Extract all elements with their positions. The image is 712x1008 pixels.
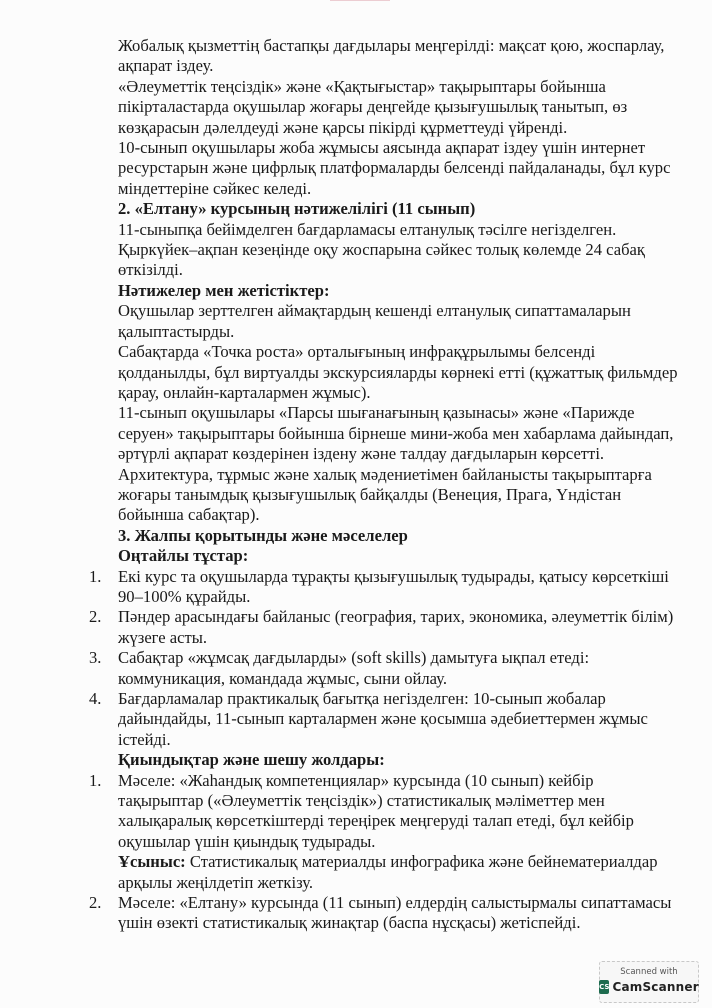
list-item — [89, 770, 678, 893]
proposal-text: Статистикалық материалды инфографика және бейнематериалдар арқылы жеңілдетіп жеткізу. — [118, 852, 658, 892]
list-item — [89, 648, 678, 689]
list-number: 1. — [89, 770, 102, 790]
strengths-list — [89, 566, 678, 751]
list-item-text: Бағдарламалар практикалық бағытқа негізделген: 10-сынып жобалар дайындайды, 11-сынып карталармен және қосымша әдебиеттермен жұмыс істейді. — [118, 689, 648, 749]
document-body — [89, 36, 678, 934]
list-number: 3. — [89, 648, 102, 668]
watermark-brand: CamScanner — [612, 980, 699, 994]
camscanner-logo-icon: CS — [599, 980, 609, 994]
list-number: 4. — [89, 689, 102, 708]
intro-paragraph: 10-сынып оқушылары жоба жұмысы аясында ақпарат іздеу үшін интернет ресурстарын және цифрлық платформаларды белсенді пайдаланады, бұл курс міндеттеріне сәйкес келеді. — [118, 138, 671, 198]
result-paragraph: Сабақтарда «Точка роста» орталығының инфрақұрылымы белсенді қолданылды, бұл виртуалды экскурсияларды көрнекі етті (құжаттық фильмдер қарау, онлайн-карталармен жұмыс). — [118, 342, 678, 402]
result-paragraph: Оқушылар зерттелген аймақтардың кешенді елтанулық сипаттамаларын қалыптастырды. — [118, 301, 631, 341]
list-item-text: Екі курс та оқушыларда тұрақты қызығушылық тудырады, қатысу көрсеткіші 90–100% құрайды. — [118, 566, 669, 606]
strengths-heading: Оңтайлы тұстар: — [118, 546, 249, 566]
section-3-heading: 3. Жалпы қорытынды және мәселелер — [118, 525, 408, 545]
proposal — [118, 852, 678, 893]
list-item-text: Мәселе: «Жаһандық компетенциялар» курсында (10 сынып) кейбір тақырыптар («Әлеуметтік теңсіздік») статистикалық мәліметтер мен халықаралық көрсеткіштерді тереңірек меңгеруді талап етеді, бұл кейбір оқушылар үшін қиындық тудырады. — [118, 770, 634, 851]
stamp-mark — [330, 0, 390, 5]
list-item — [89, 607, 678, 648]
intro-paragraph: «Әлеуметтік теңсіздік» және «Қақтығыстар» тақырыптары бойынша пікірталастарда оқушылар жоғары деңгейде қызығушылық танытып, өз көзқарасын дәлелдеуді және қарсы пікірді құрметтеуді үйренді. — [118, 76, 628, 137]
list-item-text: Сабақтар «жұмсақ дағдыларды» (soft skills) дамытуға ықпал етеді: коммуникация, командада жұмыс, сыни ойлау. — [118, 648, 590, 688]
list-item — [89, 893, 678, 934]
list-item-text: Пәндер арасындағы байланыс (география, тарих, экономика, әлеуметтік білім) жүзеге асты. — [118, 607, 674, 647]
intro-paragraph: Жобалық қызметтің бастапқы дағдылары меңгерілді: мақсат қою, жоспарлау, ақпарат іздеу. — [118, 36, 665, 76]
list-item — [89, 689, 678, 750]
list-item-text: Мәселе: «Елтану» курсында (11 сынып) елдердің салыстырмалы сипаттамасы үшін өзекті статистикалық жинақтар (баспа нұсқасы) жетіспейді. — [118, 893, 672, 933]
section-2-heading: 2. «Елтану» курсының нәтижелілігі (11 сынып) — [118, 199, 476, 219]
list-number: 2. — [89, 607, 102, 627]
camscanner-watermark — [599, 961, 699, 1003]
results-heading: Нәтижелер мен жетістіктер: — [118, 280, 330, 300]
list-number: 1. — [89, 566, 102, 586]
section-2-paragraph: 11-сыныпқа бейімделген бағдарламасы елтанулық тәсілге негізделген. Қыркүйек–ақпан кезеңінде оқу жоспарына сәйкес толық көлемде 24 сабақ өткізілді. — [118, 219, 645, 280]
difficulties-list — [89, 770, 678, 934]
list-item — [89, 566, 678, 608]
list-number: 2. — [89, 893, 102, 913]
watermark-caption: Scanned with — [620, 967, 678, 977]
proposal-label: Ұсыныс: — [118, 852, 186, 872]
difficulties-heading: Қиындықтар және шешу жолдары: — [118, 750, 385, 770]
result-paragraph: Архитектура, тұрмыс және халық мәдениетімен байланысты тақырыптарға жоғары танымдық қызығушылық байқалды (Венеция, Прага, Үндістан бойынша сабақтар). — [118, 464, 652, 525]
result-paragraph: 11-сынып оқушылары «Парсы шығанағының қазынасы» және «Парижде серуен» тақырыптары бойынша бірнеше мини-жоба мен хабарлама дайындап, әртүрлі ақпарат көздерінен іздену және талдау дағдыларын көрсетті. — [118, 403, 674, 464]
